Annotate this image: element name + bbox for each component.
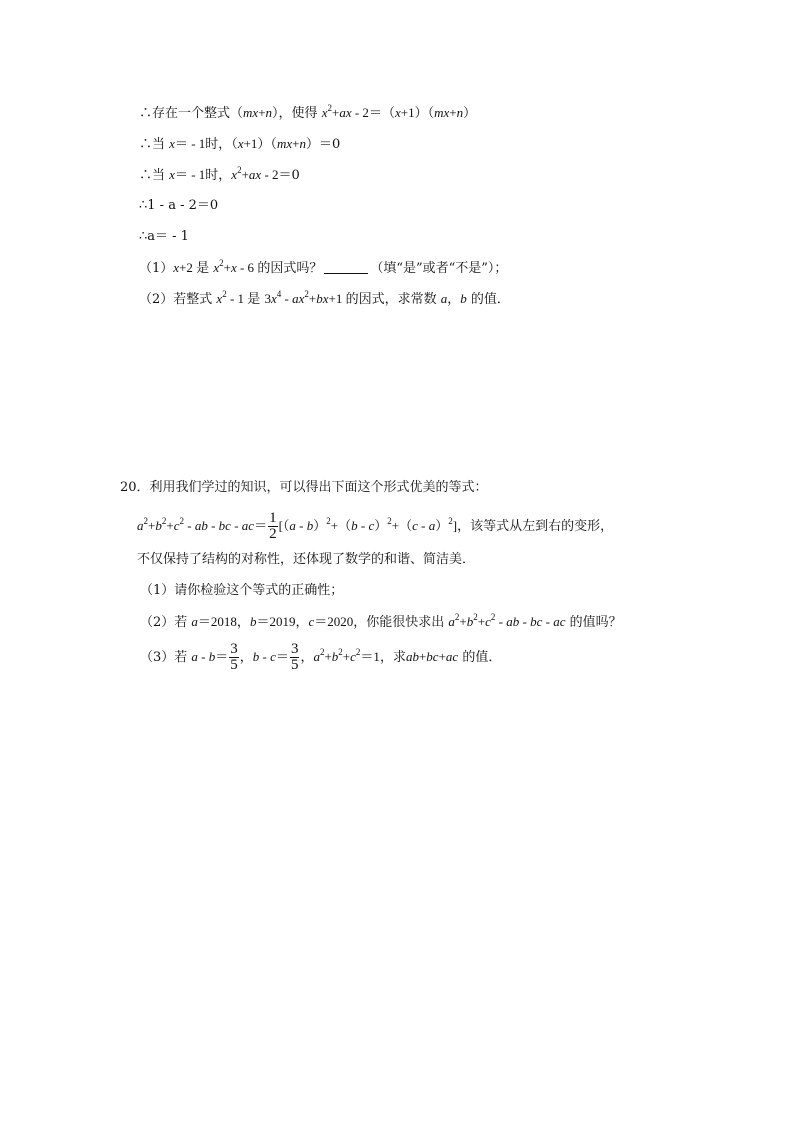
text: 的因式吗？: [257, 261, 323, 276]
text: ，求: [379, 650, 406, 665]
text: ），使得: [272, 106, 318, 121]
derivation-line-5: ∴a＝ - 1: [139, 229, 189, 244]
text: （2）若: [140, 615, 188, 630]
text: ＝（: [368, 106, 395, 121]
text: ，你能很快求出: [353, 615, 445, 630]
text: ）（: [414, 106, 435, 121]
derivation-line-2: ∴当 x＝ - 1时，（x+1）（mx+n）＝0: [139, 136, 341, 152]
text: ∴当: [139, 168, 166, 183]
q19-part-1: （1）x+2 是 $x^2+x - 6$ 的因式吗？ （填“是”或者“不是”）；: [139, 257, 508, 276]
text: 的因式，求常数: [345, 292, 437, 307]
q20-part-3: （3）若 a - b＝ $\frac{3}{5}$ ，b - c＝ $\frac{3}{5}$ ，$a^2+b^2+c^2=1$，求ab+bc+ac 的值．: [140, 641, 502, 673]
derivation-line-4: ∴1 - a - 2＝0: [139, 198, 219, 213]
text: （1）: [139, 261, 174, 276]
q20-intro: [120, 478, 488, 498]
derivation-line-1: ∴存在一个整式（mx+n），使得 $x^2+ax - 2=(x+1)(mx+n)$: [139, 102, 477, 121]
fraction-one-half: $\frac{1}{2}$: [269, 510, 277, 542]
text: 的值．: [462, 650, 502, 665]
q20-part-1: （1）请你检验这个等式的正确性；: [140, 583, 344, 598]
text: （2）若整式: [139, 292, 213, 307]
text: ∴存在一个整式（: [139, 106, 244, 121]
text: 的值吗？: [569, 615, 622, 630]
text: ）＝0: [305, 137, 341, 152]
text: （填“是”或者“不是”）；: [370, 261, 508, 276]
text: ）: [463, 106, 477, 121]
text: 是: [196, 261, 210, 276]
derivation-line-3: ∴当 x＝ - 1时，$x^2+ax - 2=0$: [139, 164, 300, 183]
text: 的值．: [470, 292, 510, 307]
text: 时，（: [205, 137, 238, 152]
q20-line-3: 不仅保持了结构的对称性，还体现了数学的和谐、简洁美．: [137, 552, 476, 567]
text: 时，: [205, 168, 232, 183]
fraction-three-fifths: $\frac{3}{5}$: [290, 641, 299, 673]
q19-part-2: （2）若整式 $x^2 - 1$ 是 $3x^4 - ax^2+bx+1$ 的因式，求常数 a，b 的值．: [139, 288, 510, 307]
answer-blank[interactable]: [324, 259, 368, 274]
text: ∴当: [139, 137, 166, 152]
q20-identity: $a^2+b^2+c^2$ - ab - bc - ac＝ $\frac{1}{2}$ [（a - b）$^2$+（b - c）$^2$+（c - a）$^2$]，该等式从左到右的变形，: [137, 510, 614, 542]
text: ）（: [257, 137, 277, 152]
q20-part-2: （2）若 a＝2018，b＝2019，c＝2020，你能很快求出 $a^2+b^2+c^2$ - ab - bc - ac 的值吗？: [140, 611, 622, 630]
text: 利用我们学过的知识，可以得出下面这个形式优美的等式：: [149, 480, 488, 495]
question-number: 20．: [120, 480, 150, 495]
text: 是: [247, 292, 261, 307]
text: ＝0: [278, 168, 300, 183]
fraction-three-fifths: $\frac{3}{5}$: [230, 641, 238, 673]
text: ，该等式从左到右的变形，: [457, 519, 614, 534]
text: （3）若: [140, 650, 188, 665]
